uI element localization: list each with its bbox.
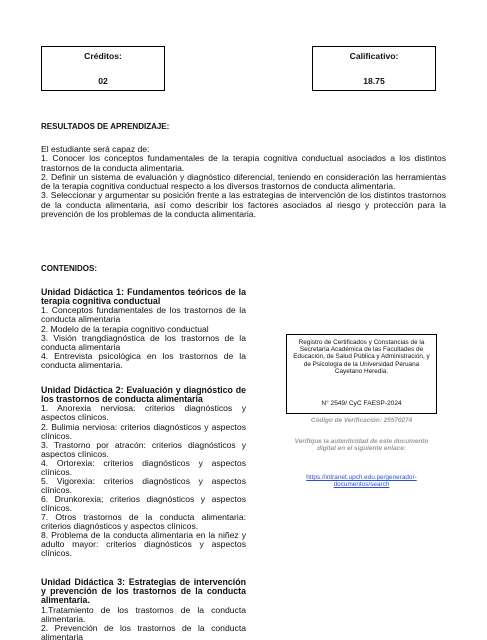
resultados-line: El estudiante será capaz de: <box>41 144 150 154</box>
unit-title: Unidad Didáctica 3: Estrategias de intervención y prevención de los trastornos de la conducta alimentaria. <box>41 577 246 606</box>
unit-item: 5. Vigorexia: criterios diagnósticos y aspectos clínicos. <box>41 475 246 495</box>
unit-item: 2. Bulimia nerviosa: criterios diagnósticos y aspectos clínicos. <box>41 421 246 441</box>
resultados-body <box>41 145 446 219</box>
unit-item: 7. Otros trastornos de la conducta alimentaria: criterios diagnósticos y aspectos clínicos. <box>41 511 246 531</box>
resultados-title: RESULTADOS DE APRENDIZAJE: <box>41 122 170 131</box>
unidad-didactica-2 <box>41 386 246 558</box>
unit-item: 2. Prevención de los trastornos de la conducta alimentaria <box>41 622 246 640</box>
contenidos-title: CONTENIDOS: <box>41 264 97 273</box>
unidad-didactica-1 <box>41 288 246 370</box>
creditos-value: 02 <box>98 76 108 86</box>
creditos-box <box>41 46 165 91</box>
unit-item: 4. Entrevista psicológica en los trastornos de la conducta alimentaria. <box>41 350 246 370</box>
unit-item: 3. Visión trangdiagnóstica de los trastornos de la conducta alimentaria <box>41 332 246 352</box>
unidad-didactica-3 <box>41 578 246 640</box>
unit-item: 1. Anorexia nerviosa: criterios diagnósticos y aspectos clínicos. <box>41 403 246 423</box>
registro-numero: N° 2549/ CyC FAESP-2024 <box>321 400 402 407</box>
unit-item: 6. Drunkorexia; criterios diagnósticos y aspectos clínicos. <box>41 493 246 513</box>
resultados-line: 1. Conocer los conceptos fundamentales de la terapia cognitiva conductual asociados a los distintos trastornos de la conducta alimentaria. <box>41 153 446 173</box>
resultados-line: 2. Definir un sistema de evaluación y diagnóstico diferencial, teniendo en consideración las herramientas de la terapia cognitiva conductual respecto a los diversos trastornos de conducta alimentaria. <box>41 171 446 192</box>
verification-code: Código de Verificación: 25570274 <box>310 417 413 424</box>
calificativo-box <box>312 46 436 91</box>
registro-text: Registro de Certificados y Constancias de la Secretaría Académica de las Facultades de Educación, de Salud Pública y Administración, y de Psicología de la Universidad Peruana Cayetano Heredia. <box>293 339 430 375</box>
unit-item: 3. Trastorno por atracón: criterios diagnósticos y aspectos clínicos. <box>41 439 246 459</box>
unit-title: Unidad Didáctica 1: Fundamentos teóricos de la terapia cognitiva conductual <box>41 287 246 307</box>
unit-item: 4. Ortorexia: criterios diagnósticos y aspectos clínicos. <box>41 457 246 477</box>
verification-message: Verifique la autenticidad de este documento digital en el siguiente enlace: <box>294 438 429 453</box>
calificativo-value: 18.75 <box>363 76 385 86</box>
calificativo-label: Calificativo: <box>349 51 399 61</box>
verification-link[interactable]: https://intranet.upch.edu.pe/generador-documentos/search <box>306 474 417 489</box>
registro-box <box>286 334 437 414</box>
unit-item: 2. Modelo de la terapia cognitivo conductual <box>41 323 209 334</box>
unit-item: 1.Tratamiento de los trastornos de la conducta alimentaria. <box>41 604 246 624</box>
unit-item: 8. Problema de la conducta alimentaria en la niñez y adulto mayor: criterios diagnósticos y aspectos clínicos. <box>41 529 246 558</box>
unit-item: 1. Conceptos fundamentales de los trastornos de la conducta alimentaria <box>41 305 246 325</box>
creditos-label: Créditos: <box>84 51 122 61</box>
resultados-line: 3. Seleccionar y argumentar su posición frente a las estrategias de intervención de los distintos trastornos de la conducta alimentaria, así como describir los factores asociados al riesgo y protección para la prevención de los problemas de la conducta alimentaria. <box>41 190 446 219</box>
unit-title: Unidad Didáctica 2: Evaluación y diagnóstico de los trastornos de conducta alimentaria <box>41 385 246 405</box>
